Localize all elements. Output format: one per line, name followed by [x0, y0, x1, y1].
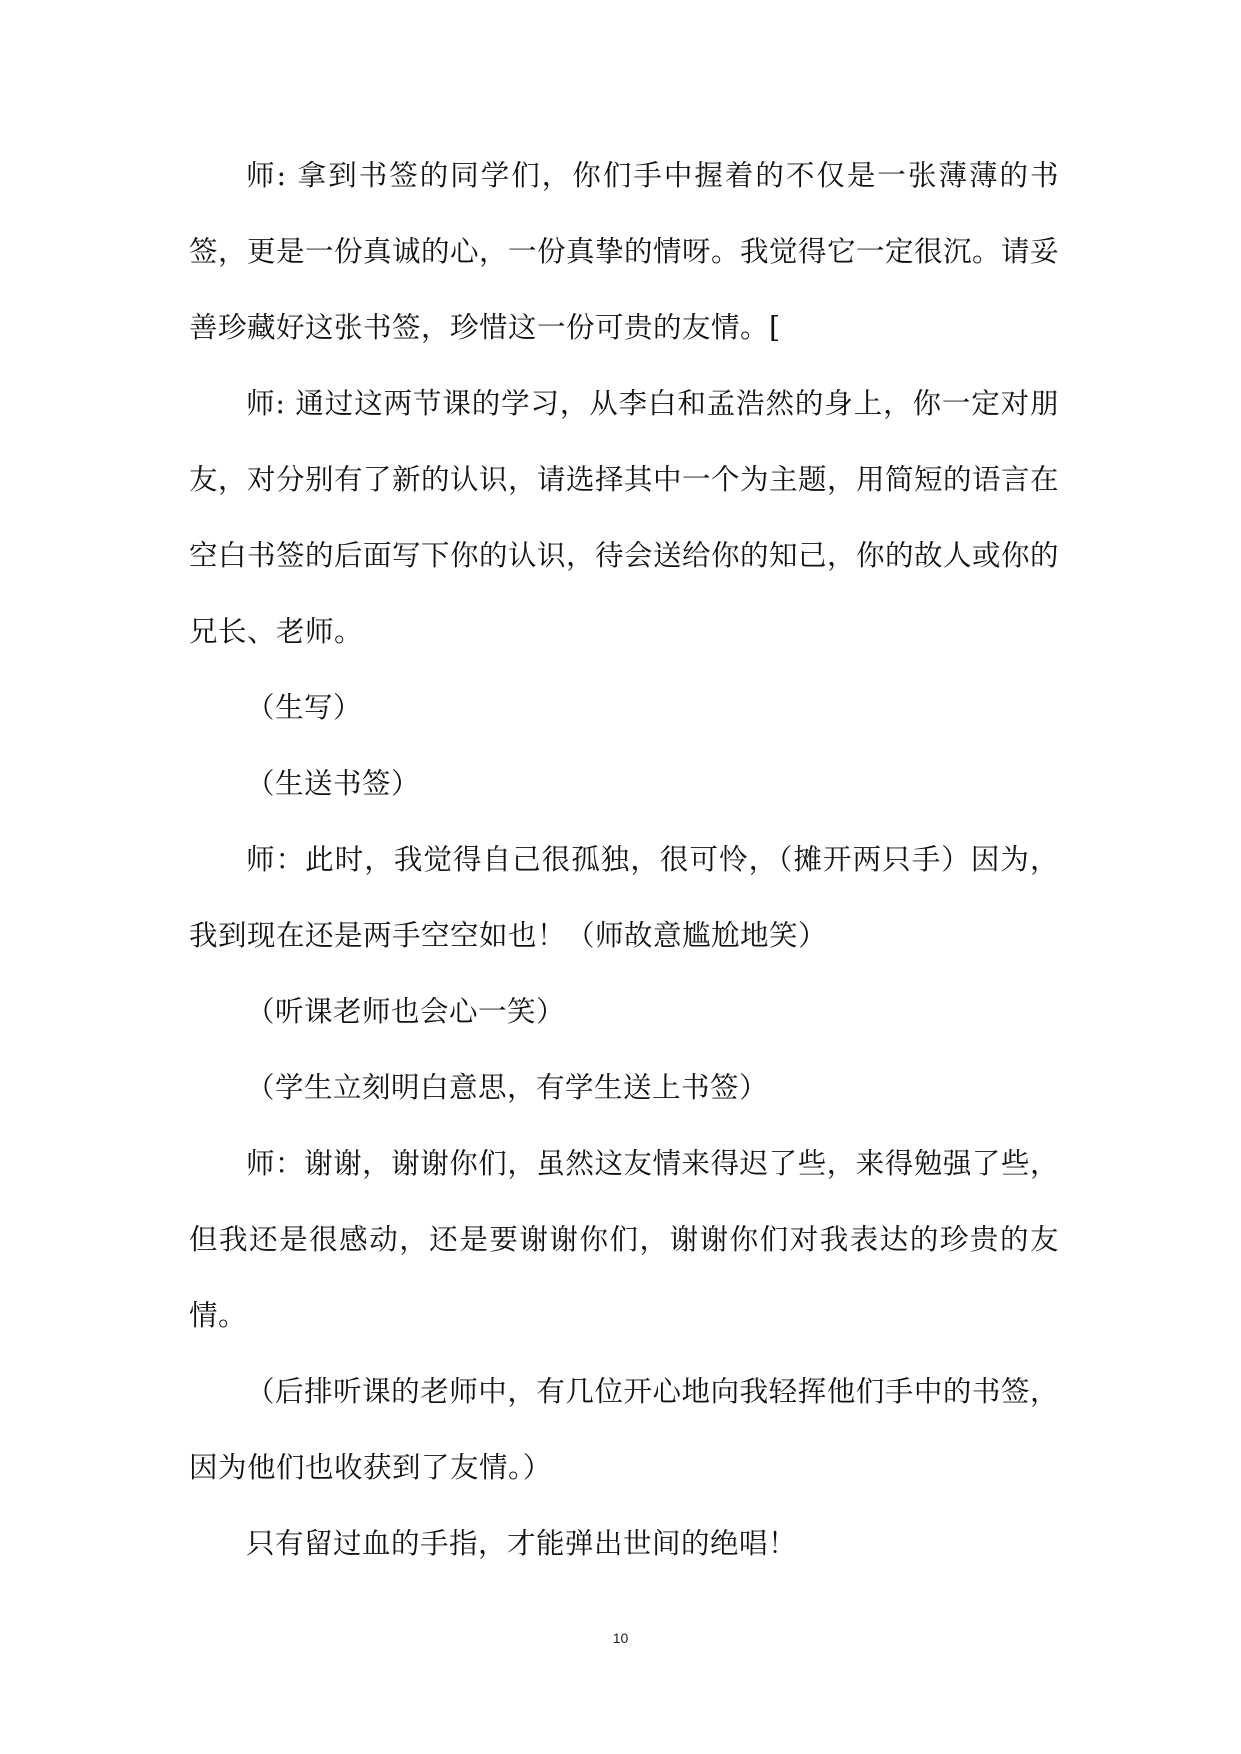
paragraph-student-response: （学生立刻明白意思，有学生送上书签） [246, 1071, 769, 1104]
paragraph-students-write: （生写） [246, 691, 363, 724]
paragraph-students-give: （生送书签） [246, 767, 421, 800]
paragraph-teacher-assignment: 师: 通过这两节课的学习，从李白和孟浩然的身上，你一定对朋友，对分别有了新的认识，请选择其中一个为主题，用简短的语言在空白书签的后面写下你的认识，待会送给你的知己，你的故人或你的兄长、老师。 [189, 387, 1060, 648]
paragraph-back-row-teachers: （后排听课的老师中，有几位开心地向我轻挥他们手中的书签，因为他们也收获到了友情。） [189, 1375, 1059, 1484]
paragraph-teacher-lonely: 师：此时，我觉得自己很孤独，很可怜，（摊开两只手）因为，我到现在还是两手空空如也！（师故意尴尬地笑） [189, 843, 1059, 952]
paragraph-teacher-bookmark: 师: 拿到书签的同学们，你们手中握着的不仅是一张薄薄的书签，更是一份真诚的心，一份真挚的情呀。我觉得它一定很沉。请妥善珍藏好这张书签，珍惜这一份可贵的友情。[ [189, 159, 1060, 344]
page-number: 10 [612, 1630, 629, 1646]
paragraph-closing-line: 只有留过血的手指，才能弹出世间的绝唱！ [246, 1527, 798, 1560]
paragraph-audience-smile: （听课老师也会心一笑） [246, 995, 566, 1028]
document-body [189, 138, 1059, 1582]
paragraph-teacher-thanks: 师：谢谢，谢谢你们，虽然这友情来得迟了些，来得勉强了些，但我还是很感动，还是要谢谢你们，谢谢你们对我表达的珍贵的友情。 [189, 1147, 1059, 1332]
